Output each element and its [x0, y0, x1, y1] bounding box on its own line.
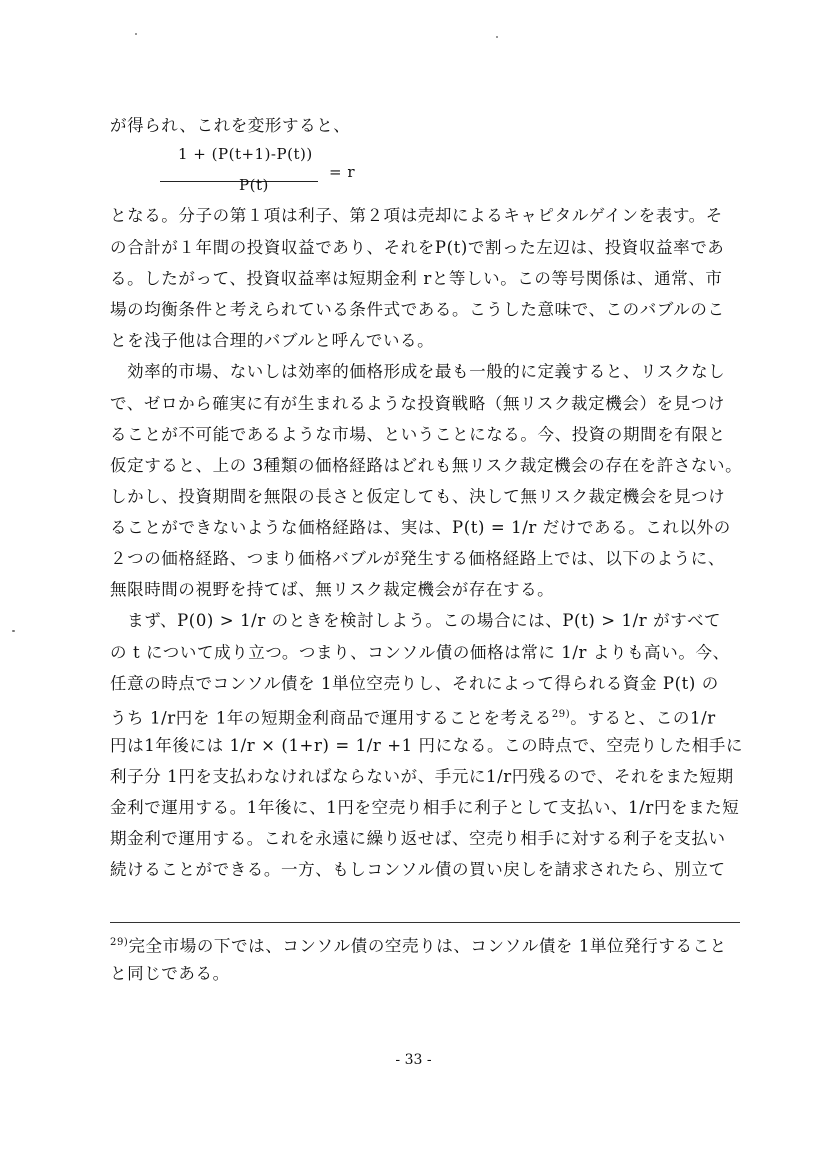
formula-denominator: P(t) — [239, 176, 269, 194]
text-line: ２つの価格経路、つまり価格バブルが発生する価格経路上では、以下のように、 — [110, 549, 725, 568]
scan-speck — [135, 33, 137, 35]
text-line: の t について成り立つ。つまり、コンソル債の価格は常に 1/r よりも高い。今、 — [110, 643, 730, 662]
text-line: ることができないような価格経路は、実は、P(t) = 1/r だけである。これ以外の — [110, 518, 731, 537]
footnote-divider — [110, 922, 740, 923]
text-line: となる。分子の第１項は利子、第２項は売却によるキャピタルゲインを表す。そ — [110, 206, 723, 225]
intro-text: が得られ、これを変形すると、 — [110, 116, 351, 135]
text-line: る。したがって、投資収益率は短期金利 rと等しい。この等号関係は、通常、市 — [110, 269, 723, 288]
text-line: 仮定すると、上の 3種類の価格経路はどれも無リスク裁定機会の存在を許さない。 — [110, 456, 743, 475]
formula-rhs: = r — [329, 163, 356, 181]
text-line: しかし、投資期間を無限の長さと仮定しても、決して無リスク裁定機会を見つけ — [110, 487, 726, 506]
text-line: ることが不可能であるような市場、ということになる。今、投資の期間を有限と — [110, 425, 726, 444]
footnote-line: と同じである。 — [110, 964, 230, 983]
text-line: 期金利で運用する。これを永遠に繰り返せば、空売り相手に対する利子を支払い — [110, 829, 726, 848]
footnote-line — [110, 933, 740, 957]
text-line: 利子分 1円を支払わなければならないが、手元に1/r円残るので、それをまた短期 — [110, 767, 734, 786]
footnote-text: 完全市場の下では、コンソル債の空売りは、コンソル債を 1単位発行すること — [128, 936, 727, 956]
text-line: 無限時間の視野を持てば、無リスク裁定機会が存在する。 — [110, 580, 555, 599]
text-line: 円は1年後には 1/r × (1+r) = 1/r +1 円になる。この時点で、空売りした相手に — [110, 736, 744, 755]
footnote-ref: 29) — [551, 709, 571, 720]
scan-speck — [496, 36, 498, 38]
text-line: 金利で運用する。1年後に、1円を空売り相手に利子として支払い、1/r円をまた短 — [110, 798, 740, 817]
page-number: - 33 - — [395, 1052, 432, 1068]
text-line — [110, 705, 740, 729]
text-segment: うち 1/r円を 1年の短期金利商品で運用することを考える — [110, 708, 552, 728]
text-segment: 。すると、この1/r — [570, 708, 716, 728]
scan-speck — [12, 630, 15, 632]
text-line: 効率的市場、ないしは効率的価格形成を最も一般的に定義すると、リスクなし — [110, 362, 726, 381]
text-line: で、ゼロから確実に有が生まれるような投資戦略（無リスク裁定機会）を見つけ — [110, 394, 725, 413]
text-line: 続けることができる。一方、もしコンソル債の買い戻しを請求されたら、別立て — [110, 860, 726, 879]
text-line: 場の均衡条件と考えられている条件式である。こうした意味で、このバブルのこ — [110, 300, 725, 319]
text-line: の合計が１年間の投資収益であり、それをP(t)で割った左辺は、投資収益率であ — [110, 238, 725, 257]
text-line: まず、P(0) > 1/r のときを検討しよう。この場合には、P(t) > 1/r がすべて — [110, 611, 722, 630]
text-line: 任意の時点でコンソル債を 1単位空売りし、それによって得られる資金 P(t) の — [110, 674, 719, 693]
footnote-marker: 29) — [110, 937, 129, 948]
formula-numerator: 1 + (P(t+1)-P(t)) — [178, 145, 313, 163]
text-line: とを浅子他は合理的バブルと呼んでいる。 — [110, 331, 435, 350]
